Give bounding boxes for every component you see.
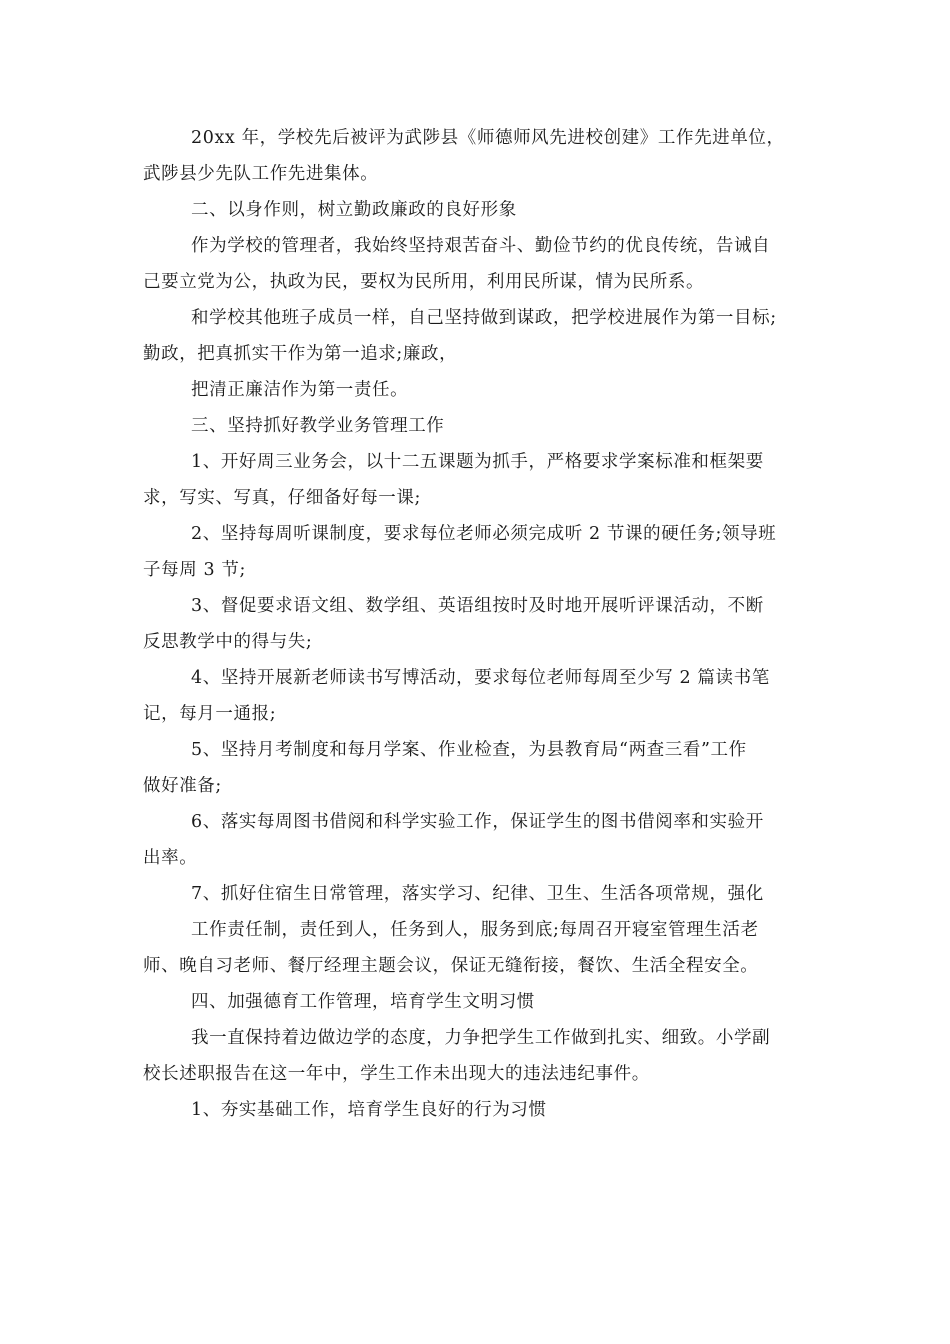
text-line: 出率。 [143, 848, 198, 868]
list-item-2 [143, 516, 811, 588]
text-line: 4、坚持开展新老师读书写博活动，要求每位老师每周至少写 2 篇读书笔 [191, 668, 770, 688]
list-item-6 [143, 804, 811, 876]
text-line: 己要立党为公，执政为民，要权为民所用，利用民所谋，情为民所系。 [143, 272, 705, 292]
section-heading-3 [143, 408, 811, 444]
paragraph-manager [143, 228, 811, 300]
text-line: 1、开好周三业务会，以十二五课题为抓手，严格要求学案标准和框架要 [191, 452, 764, 472]
text-line: 工作责任制，责任到人，任务到人，服务到底;每周召开寝室管理生活老 [191, 920, 759, 940]
paragraph-team [143, 300, 811, 372]
text-line: 勤政，把真抓实干作为第一追求;廉政， [143, 344, 458, 364]
text-line: 做好准备; [143, 776, 222, 796]
text-line: 四、加强德育工作管理，培育学生文明习惯 [191, 992, 535, 1012]
text-line: 3、督促要求语文组、数学组、英语组按时及时地开展听评课活动，不断 [191, 596, 764, 616]
text-line: 子每周 3 节; [143, 560, 246, 580]
text-line: 20xx 年，学校先后被评为武陟县《师德师风先进校创建》工作先进单位， [191, 128, 785, 148]
list-item-7 [143, 876, 811, 984]
text-line: 反思教学中的得与失; [143, 632, 313, 652]
text-line: 武陟县少先队工作先进集体。 [143, 164, 379, 184]
list-item-5 [143, 732, 811, 804]
text-line: 5、坚持月考制度和每月学案、作业检查，为县教育局“两查三看”工作 [191, 740, 747, 760]
document-body [143, 120, 811, 1128]
paragraph-attitude [143, 1020, 811, 1092]
text-line: 我一直保持着边做边学的态度，力争把学生工作做到扎实、细致。小学副 [191, 1028, 771, 1048]
subsection-heading-1 [143, 1092, 811, 1128]
text-line: 师、晚自习老师、餐厅经理主题会议，保证无缝衔接，餐饮、生活全程安全。 [143, 956, 759, 976]
text-line: 把清正廉洁作为第一责任。 [191, 380, 409, 400]
text-line: 2、坚持每周听课制度，要求每位老师必须完成听 2 节课的硬任务;领导班 [191, 524, 777, 544]
list-item-1 [143, 444, 811, 516]
text-line: 7、抓好住宿生日常管理，落实学习、纪律、卫生、生活各项常规，强化 [191, 884, 764, 904]
text-line: 6、落实每周图书借阅和科学实验工作，保证学生的图书借阅率和实验开 [191, 812, 764, 832]
text-line: 和学校其他班子成员一样，自己坚持做到谋政，把学校进展作为第一目标; [191, 308, 777, 328]
paragraph-integrity [143, 372, 811, 408]
section-heading-2 [143, 192, 811, 228]
list-item-3 [143, 588, 811, 660]
text-line: 作为学校的管理者，我始终坚持艰苦奋斗、勤俭节约的优良传统，告诫自 [191, 236, 771, 256]
paragraph-honors [143, 120, 811, 192]
text-line: 1、夯实基础工作，培育学生良好的行为习惯 [191, 1100, 547, 1120]
list-item-4 [143, 660, 811, 732]
section-heading-4 [143, 984, 811, 1020]
text-line: 求，写实、写真，仔细备好每一课; [143, 488, 421, 508]
text-line: 二、以身作则，树立勤政廉政的良好形象 [191, 200, 517, 220]
text-line: 记，每月一通报; [143, 704, 277, 724]
text-line: 校长述职报告在这一年中，学生工作未出现大的违法违纪事件。 [143, 1064, 650, 1084]
text-line: 三、坚持抓好教学业务管理工作 [191, 416, 445, 436]
